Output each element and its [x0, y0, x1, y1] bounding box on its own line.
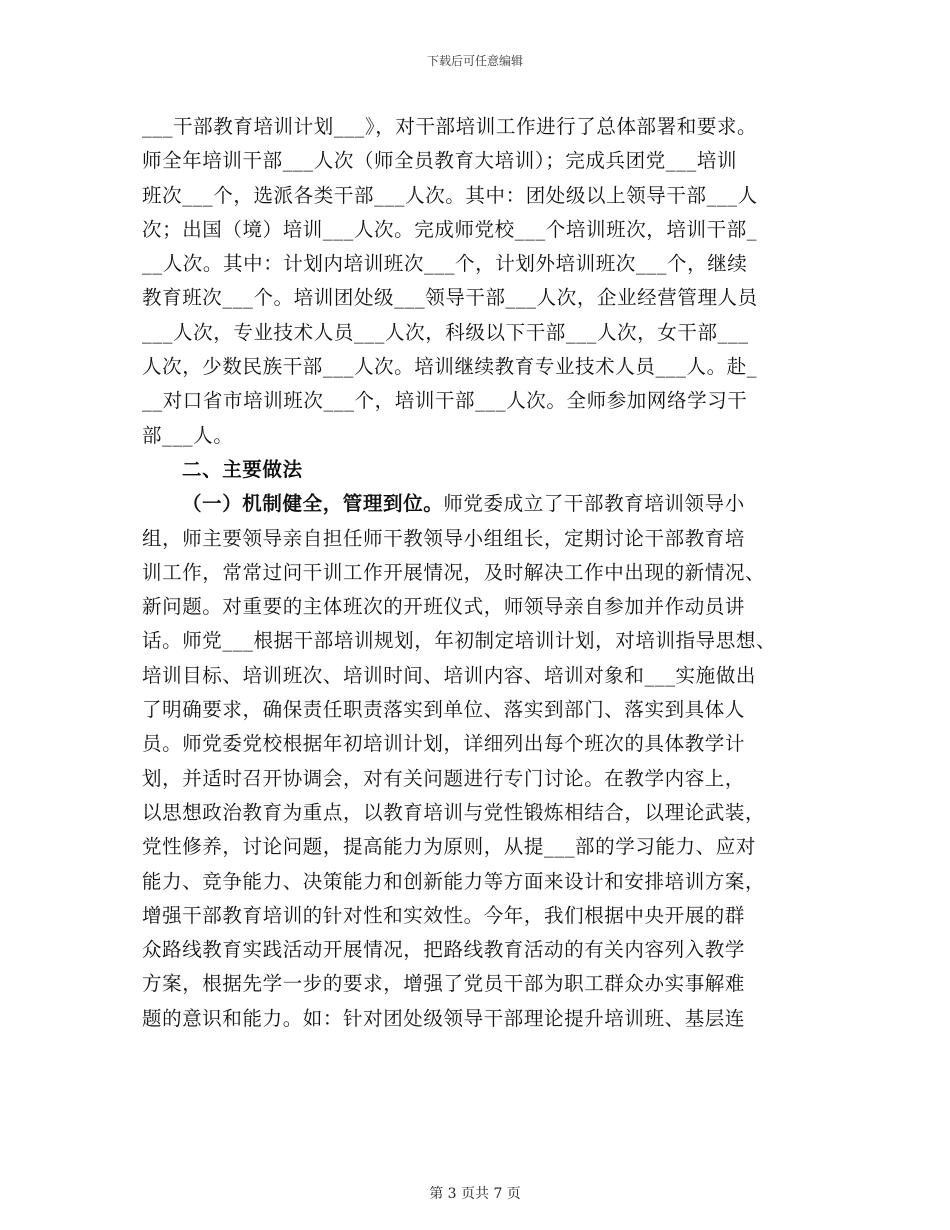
subsection-first-text: 师党委成立了干部教育培训领导小 — [443, 492, 745, 516]
paragraph-line: __人次。其中：计划内培训班次___个，计划外培训班次___个，继续 — [142, 252, 748, 276]
paragraph-line: 党性修养，讨论问题，提高能力为原则，从提___部的学习能力、应对 — [142, 835, 756, 859]
paragraph-line: 划，并适时召开协调会，对有关问题进行专门讨论。在教学内容上， — [142, 766, 746, 790]
paragraph-line: 增强干部教育培训的针对性和实效性。今年，我们根据中央开展的群 — [142, 903, 746, 927]
paragraph-line: 教育班次___个。培训团处级___领导干部___人次，企业经营管理人员 — [142, 286, 758, 310]
page-header: 下载后可任意编辑 — [426, 54, 523, 68]
paragraph-line: 话。师党___根据干部培训规划，年初制定培训计划，对培训指导思想、 — [142, 629, 777, 653]
paragraph-line: ___人次，专业技术人员___人次，科级以下干部___人次，女干部___ — [142, 320, 749, 344]
paragraph-line: 了明确要求，确保责任职责落实到单位、落实到部门、落实到具体人 — [142, 698, 746, 722]
section-heading: 二、主要做法 — [182, 457, 303, 481]
paragraph-line: 众路线教育实践活动开展情况，把路线教育活动的有关内容列入教学 — [142, 938, 746, 962]
paragraph-line: 方案，根据先学一步的要求，增强了党员干部为职工群众办实事解难 — [142, 972, 746, 996]
document-body — [142, 110, 812, 1036]
paragraph-line: 师全年培训干部___人次（师全员教育大培训）；完成兵团党___培训 — [142, 149, 738, 173]
paragraph-line: __对口省市培训班次___个，培训干部___人次。全师参加网络学习干 — [142, 389, 748, 413]
paragraph-line: 员。师党委党校根据年初培训计划，详细列出每个班次的具体教学计 — [142, 732, 746, 756]
paragraph-line: 能力、竞争能力、决策能力和创新能力等方面来设计和安排培训方案， — [142, 869, 766, 893]
paragraph-line: 次；出国（境）培训___人次。完成师党校___个培训班次，培训干部_ — [142, 217, 758, 241]
page-footer: 第 3 页共 7 页 — [429, 1186, 521, 1202]
paragraph-line: ___干部教育培训计划___》，对干部培训工作进行了总体部署和要求。 — [142, 115, 758, 138]
subsection-first-line — [142, 487, 812, 521]
paragraph-line: 组，师主要领导亲自担任师干教领导小组组长，定期讨论干部教育培 — [142, 526, 746, 550]
paragraph-line: 新问题。对重要的主体班次的开班仪式，师领导亲自参加并作动员讲 — [142, 595, 746, 619]
subsection-title: （一）机制健全，管理到位。 — [182, 492, 444, 516]
paragraph-line: 人次，少数民族干部___人次。培训继续教育专业技术人员___人。赴_ — [142, 355, 758, 379]
paragraph-line: 训工作，常常过问干训工作开展情况，及时解决工作中出现的新情况、 — [142, 560, 766, 584]
paragraph-line: 题的意识和能力。如：针对团处级领导干部理论提升培训班、基层连 — [142, 1006, 746, 1030]
paragraph-line: 以思想政治教育为重点，以教育培训与党性锻炼相结合，以理论武装， — [142, 800, 766, 824]
paragraph-line: 班次___个，选派各类干部___人次。其中：团处级以上领导干部___人 — [142, 183, 758, 207]
paragraph-line: 部___人。 — [142, 423, 234, 447]
paragraph-line: 培训目标、培训班次、培训时间、培训内容、培训对象和___实施做出 — [142, 663, 756, 687]
